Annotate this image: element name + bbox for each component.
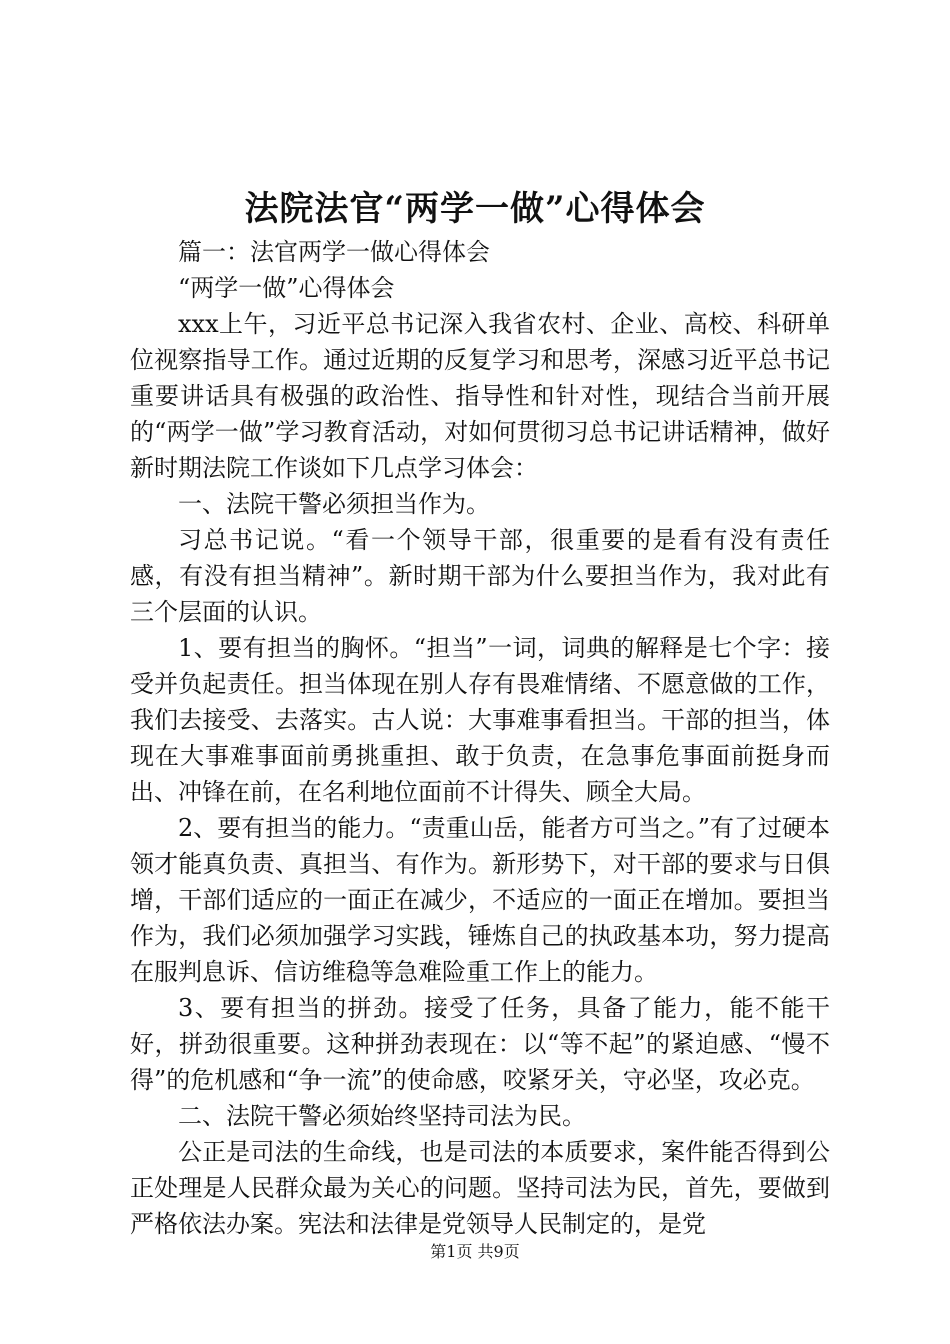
document-title: 法院法官“两学一做”心得体会 (244, 189, 706, 229)
paragraph-point-one: 1、要有担当的胸怀。“担当”一词，词典的解释是七个字：接受并负起责任。担当体现在别人存有畏难情绪、不愿意做的工作，我们去接受、去落实。古人说：大事难事看担当。干部的担当，体现在大事难事面前勇挑重担、敢于负责，在急事危事面前挺身而出、冲锋在前，在名利地位面前不计得失、顾全大局。 (130, 634, 830, 806)
paragraph-heading-one: 一、法院干警必须担当作为。 (178, 490, 490, 518)
paragraph-point-two: 2、要有担当的能力。“责重山岳，能者方可当之。”有了过硬本领才能真负责、真担当、有作为。新形势下，对干部的要求与日俱增，干部们适应的一面正在减少，不适应的一面正在增加。要担当作为，我们必须加强学习实践，锤炼自己的执政基本功，努力提高在服判息诉、信访维稳等急难险重工作上的能力。 (130, 814, 830, 986)
paragraph-heading-two: 二、法院干警必须始终坚持司法为民。 (178, 1102, 586, 1130)
paragraph-subtitle: “两学一做”心得体会 (178, 274, 395, 302)
paragraph-section-heading: 篇一：法官两学一做心得体会 (178, 238, 490, 266)
paragraph-responsibility: 习总书记说。“看一个领导干部，很重要的是看有没有责任感，有没有担当精神”。新时期干部为什么要担当作为，我对此有三个层面的认识。 (130, 526, 830, 626)
paragraph-intro: xxx上午，习近平总书记深入我省农村、企业、高校、科研单位视察指导工作。通过近期的反复学习和思考，深感习近平总书记重要讲话具有极强的政治性、指导性和针对性，现结合当前开展的“两学一做”学习教育活动，对如何贯彻习总书记讲话精神，做好新时期法院工作谈如下几点学习体会： (130, 310, 830, 482)
paragraph-justice: 公正是司法的生命线，也是司法的本质要求，案件能否得到公正处理是人民群众最为关心的问题。坚持司法为民，首先，要做到严格依法办案。宪法和法律是党领导人民制定的，是党 (130, 1138, 830, 1238)
page-footer: 第1页 共9页 (430, 1242, 520, 1261)
paragraph-point-three: 3、要有担当的拼劲。接受了任务，具备了能力，能不能干好，拼劲很重要。这种拼劲表现在：以“等不起”的紧迫感、“慢不得”的危机感和“争一流”的使命感，咬紧牙关，守必坚，攻必克。 (130, 994, 830, 1094)
document-body (130, 234, 830, 1242)
